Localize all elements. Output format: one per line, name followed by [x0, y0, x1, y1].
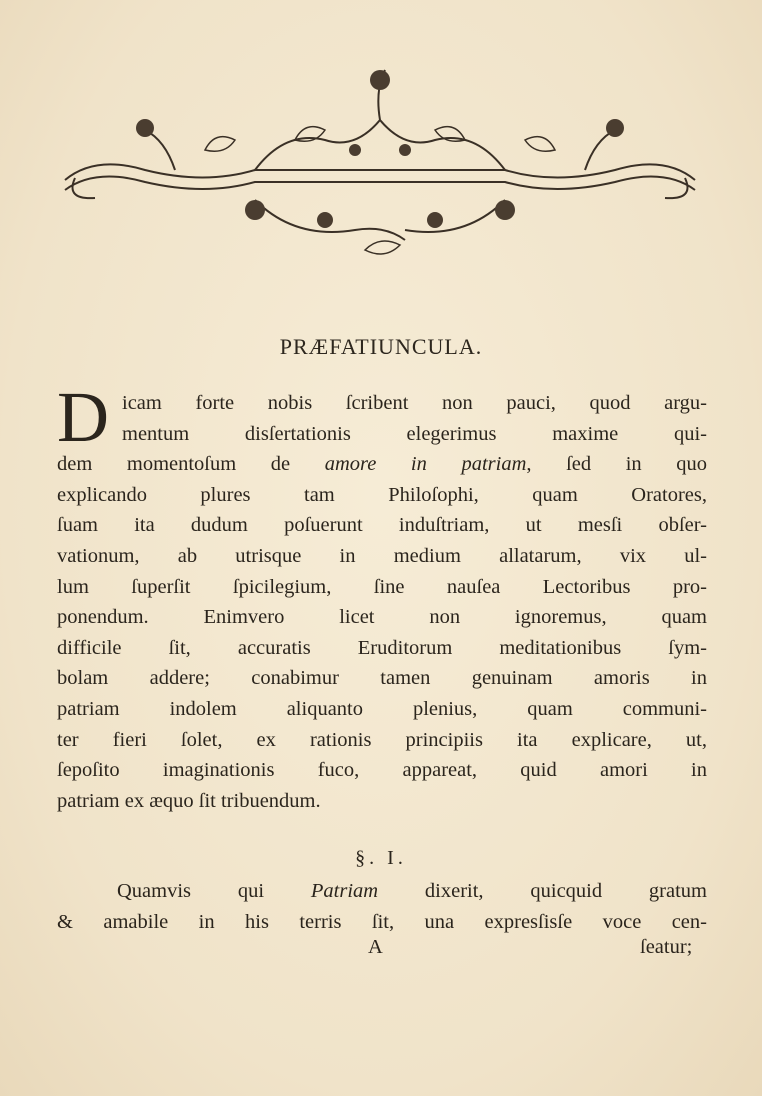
text-line: dem momentoſum de amore in patriam, ſed in quo — [57, 453, 707, 476]
text-line: ponendum. Enimvero licet non ignoremus, quam — [57, 606, 707, 629]
text-line: lum ſuperſit ſpicilegium, ſine nauſea Lectoribus pro- — [57, 575, 707, 598]
page-title: PRÆFATIUNCULA. — [279, 334, 483, 359]
text-line: Quamvis qui Patriam dixerit, quicquid gratum — [117, 880, 708, 902]
signature-mark: A — [368, 936, 383, 958]
text-line: vationum, ab utrisque in medium allatarum, vix ul- — [57, 544, 707, 567]
section-paragraph — [57, 876, 707, 937]
text-line: ter fieri ſolet, ex rationis principiis ita explicare, ut, — [57, 728, 707, 751]
italic-phrase: amore in patriam — [324, 453, 527, 476]
drop-cap: D — [57, 377, 109, 457]
text-line: ſepoſito imaginationis fuco, appareat, quid amori in — [57, 759, 707, 782]
text-line: explicando plures tam Philoſophi, quam Oratores, — [57, 483, 707, 506]
preface-paragraph — [57, 388, 707, 816]
text-line: patriam ex æquo ſit tribuendum. — [57, 789, 321, 812]
text-line: bolam addere; conabimur tamen genuinam amoris in — [57, 667, 707, 690]
text-line: mentum disſertationis elegerimus maxime qui- — [122, 422, 707, 445]
floral-headpiece-ornament — [55, 60, 705, 270]
text-line: difficile ſit, accuratis Eruditorum meditationibus ſym- — [57, 636, 707, 659]
text-line: patriam indolem aliquanto plenius, quam communi- — [57, 697, 707, 720]
text-line: icam forte nobis ſcribent non pauci, quod argu- — [122, 392, 707, 414]
section-heading: §. I. — [355, 847, 407, 869]
text-line: & amabile in his terris ſit, una expresſisſe voce cen- — [57, 910, 707, 933]
text-line: ſuam ita dudum poſuerunt induſtriam, ut mesſi obſer- — [57, 514, 707, 537]
catchword: ſeatur; — [640, 936, 693, 958]
